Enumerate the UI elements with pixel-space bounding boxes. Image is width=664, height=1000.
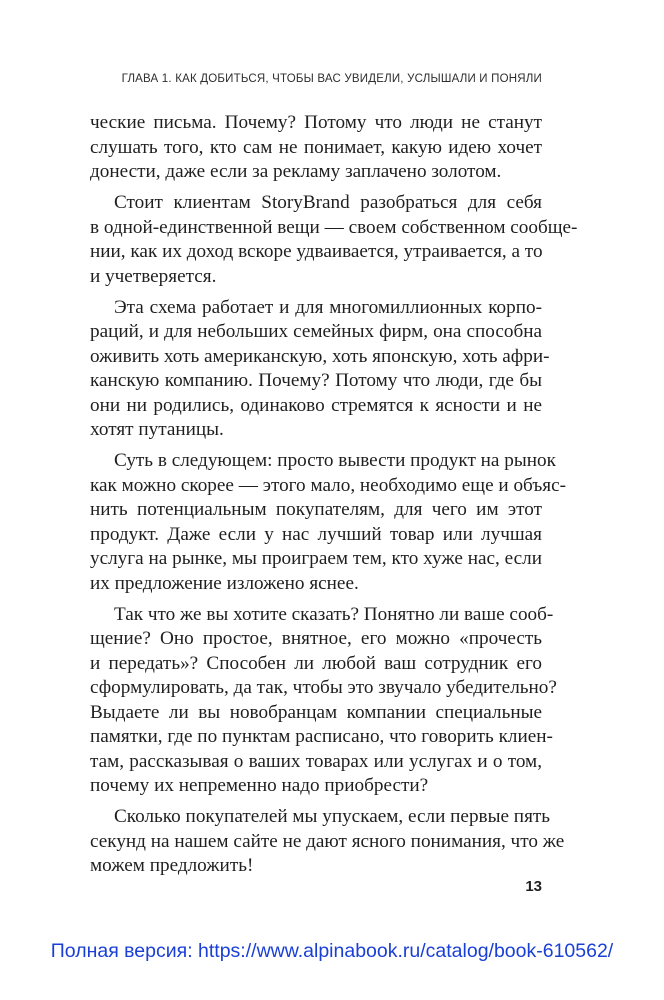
text-line: Выдаете ли вы новобранцам компании специальные — [90, 701, 542, 723]
full-version-link[interactable]: Полная версия: https://www.alpinabook.ru/catalog/book-610562/ — [50, 940, 614, 962]
text-line: оживить хоть американскую, хоть японскую, хоть афри- — [90, 345, 550, 367]
text-line: почему их непременно надо приобрести? — [90, 775, 429, 796]
text-line: сформулировать, да так, чтобы это звучало убедительно? — [90, 677, 557, 698]
text-line: ческие письма. Почему? Потому что люди не станут — [90, 112, 542, 133]
text-line: Эта схема работает и для многомиллионных корпо- — [114, 296, 542, 318]
text-line: можем предложить! — [90, 855, 254, 876]
text-line: слушать того, кто сам не понимает, какую идею хочет — [90, 136, 542, 158]
body-text — [90, 111, 578, 885]
text-line: канскую компанию. Почему? Потому что люди, где бы — [90, 370, 542, 391]
text-line: и учетверяется. — [90, 265, 217, 287]
paragraph-2 — [90, 191, 578, 289]
paragraph-6 — [90, 805, 565, 879]
text-line: как можно скорее — этого мало, необходимо еще и объяс- — [90, 474, 566, 496]
text-line: нить потенциальным покупателям, для чего им этот — [90, 499, 542, 520]
text-line: Так что же вы хотите сказать? Понятно ли ваше сооб- — [114, 603, 554, 625]
text-line: Сколько покупателей мы упускаем, если первые пять — [114, 806, 551, 827]
paragraph-4 — [90, 449, 566, 596]
text-line: их предложение изложено яснее. — [90, 572, 359, 594]
paragraph-1 — [90, 111, 542, 185]
text-line: и передать»? Способен ли любой ваш сотрудник его — [90, 652, 542, 674]
text-line: раций, и для небольших семейных фирм, она способна — [90, 321, 542, 342]
text-line: донести, даже если за рекламу заплачено золотом. — [90, 161, 502, 182]
text-line: они ни родились, одинаково стремятся к ясности и не — [90, 394, 542, 416]
text-line: нии, как их доход вскоре удваивается, утраивается, а то — [90, 241, 543, 262]
text-line: хотят путаницы. — [90, 419, 224, 440]
text-line: там, рассказывая о ваших товарах или услугах и о том, — [90, 750, 542, 772]
paragraph-5 — [90, 603, 557, 799]
text-line: щение? Оно простое, внятное, его можно «прочесть — [90, 628, 542, 649]
text-line: услуга на рынке, мы проиграем тем, кто хуже нас, если — [90, 548, 542, 569]
text-line: секунд на нашем сайте не дают ясного понимания, что же — [90, 830, 565, 852]
paragraph-3 — [90, 296, 550, 443]
text-line: памятки, где по пунктам расписано, что говорить клиен- — [90, 726, 553, 747]
running-header: ГЛАВА 1. КАК ДОБИТЬСЯ, ЧТОБЫ ВАС УВИДЕЛИ, УСЛЫШАЛИ И ПОНЯЛИ — [121, 73, 542, 85]
text-line: в одной-единственной вещи — своем собственном сообще- — [90, 216, 578, 238]
page-number: 13 — [525, 878, 542, 895]
text-line: Суть в следующем: просто вывести продукт на рынок — [114, 450, 556, 471]
text-line: Стоит клиентам StoryBrand разобраться для себя — [114, 192, 542, 213]
text-line: продукт. Даже если у нас лучший товар или лучшая — [90, 523, 542, 545]
